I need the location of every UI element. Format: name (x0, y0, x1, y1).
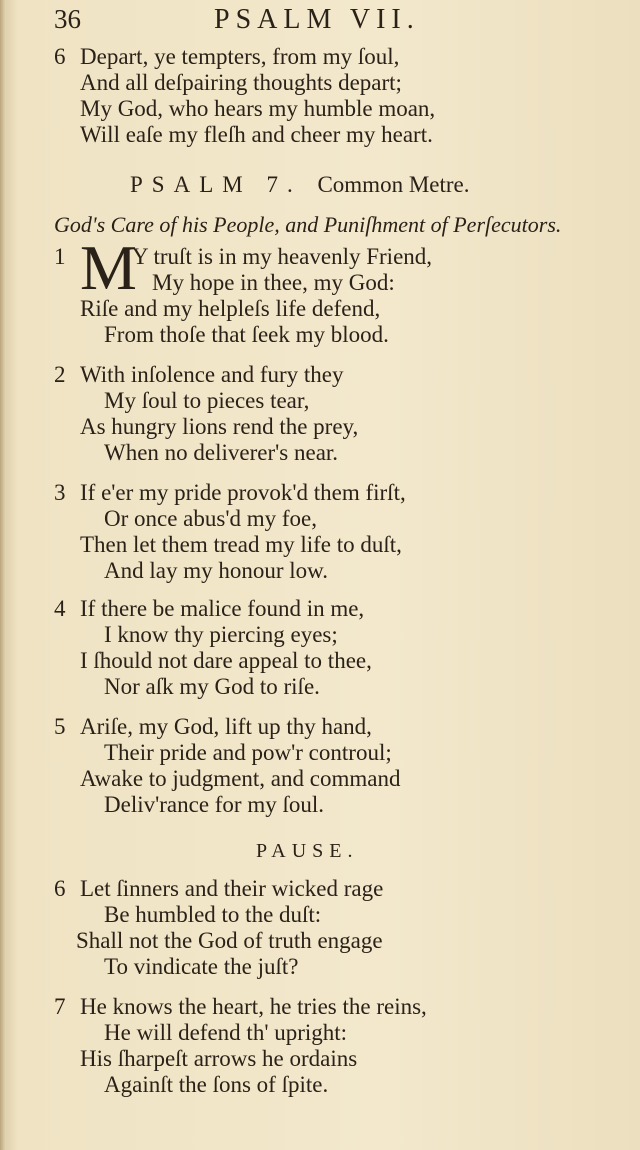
verse-line: And all deſpairing thoughts depart; (80, 70, 402, 95)
psalm-number: PSALM 7. (130, 172, 302, 197)
verse-line: Let ſinners and their wicked rage (80, 876, 384, 901)
page-header (54, 4, 614, 40)
verse-line: He will defend th' upright: (104, 1020, 348, 1045)
stanza-number: 7 (54, 994, 66, 1019)
verse-line: My ſoul to pieces tear, (104, 388, 310, 413)
verse-line: My hope in thee, my God: (152, 270, 395, 295)
verse-line: When no deliverer's near. (104, 440, 339, 465)
verse-line: Nor aſk my God to riſe. (104, 674, 320, 699)
verse-line: Deliv'rance for my ſoul. (104, 792, 325, 817)
verse-line: Will eaſe my fleſh and cheer my heart. (80, 122, 433, 147)
verse-line: Againſt the ſons of ſpite. (104, 1072, 329, 1097)
running-title: PSALM VII. (214, 4, 420, 35)
verse-line: Awake to judgment, and command (80, 766, 401, 791)
verse-line: He knows the heart, he tries the reins, (80, 994, 427, 1019)
verse-line: Depart, ye tempters, from my ſoul, (80, 44, 400, 69)
verse-line: To vindicate the juſt? (104, 954, 299, 979)
verse-line: If there be malice found in me, (80, 596, 365, 621)
pause-heading: PAUSE. (256, 840, 359, 862)
stanza-number: 6 (54, 44, 66, 69)
drop-cap: M (80, 232, 137, 303)
stanza-number: 3 (54, 480, 66, 505)
psalm-subtitle: God's Care of his People, and Puniſhment of Perſecutors. (54, 212, 562, 237)
stanza-number: 6 (54, 876, 66, 901)
psalm-title (130, 172, 470, 198)
verse-line: With inſolence and fury they (80, 362, 344, 387)
verse-line: My God, who hears my humble moan, (80, 96, 436, 121)
verse-line: His ſharpeſt arrows he ordains (80, 1046, 358, 1071)
verse-line: Shall not the God of truth engage (76, 928, 383, 953)
psalm-metre: Common Metre. (317, 172, 470, 197)
verse-line: Ariſe, my God, lift up thy hand, (80, 714, 372, 739)
stanza-number: 2 (54, 362, 66, 387)
verse-line: If e'er my pride provok'd them firſt, (80, 480, 406, 505)
verse-line: Be humbled to the duſt: (104, 902, 322, 927)
verse-line: Y truſt is in my heavenly Friend, (132, 244, 433, 269)
verse-line: I know thy piercing eyes; (104, 622, 338, 647)
stanza-number: 4 (54, 596, 66, 621)
stanza-number: 1 (54, 244, 66, 269)
verse-line: And lay my honour low. (104, 558, 329, 583)
verse-line: Then let them tread my life to duſt, (80, 532, 402, 557)
page-number: 36 (54, 4, 81, 34)
verse-line: Or once abus'd my foe, (104, 506, 317, 531)
verse-line: From thoſe that ſeek my blood. (104, 322, 389, 347)
verse-line: Riſe and my helpleſs life defend, (80, 296, 381, 321)
stanza-number: 5 (54, 714, 66, 739)
page-edge (0, 0, 6, 1150)
verse-line: As hungry lions rend the prey, (80, 414, 359, 439)
verse-line: I ſhould not dare appeal to thee, (80, 648, 372, 673)
verse-line: Their pride and pow'r controul; (104, 740, 392, 765)
